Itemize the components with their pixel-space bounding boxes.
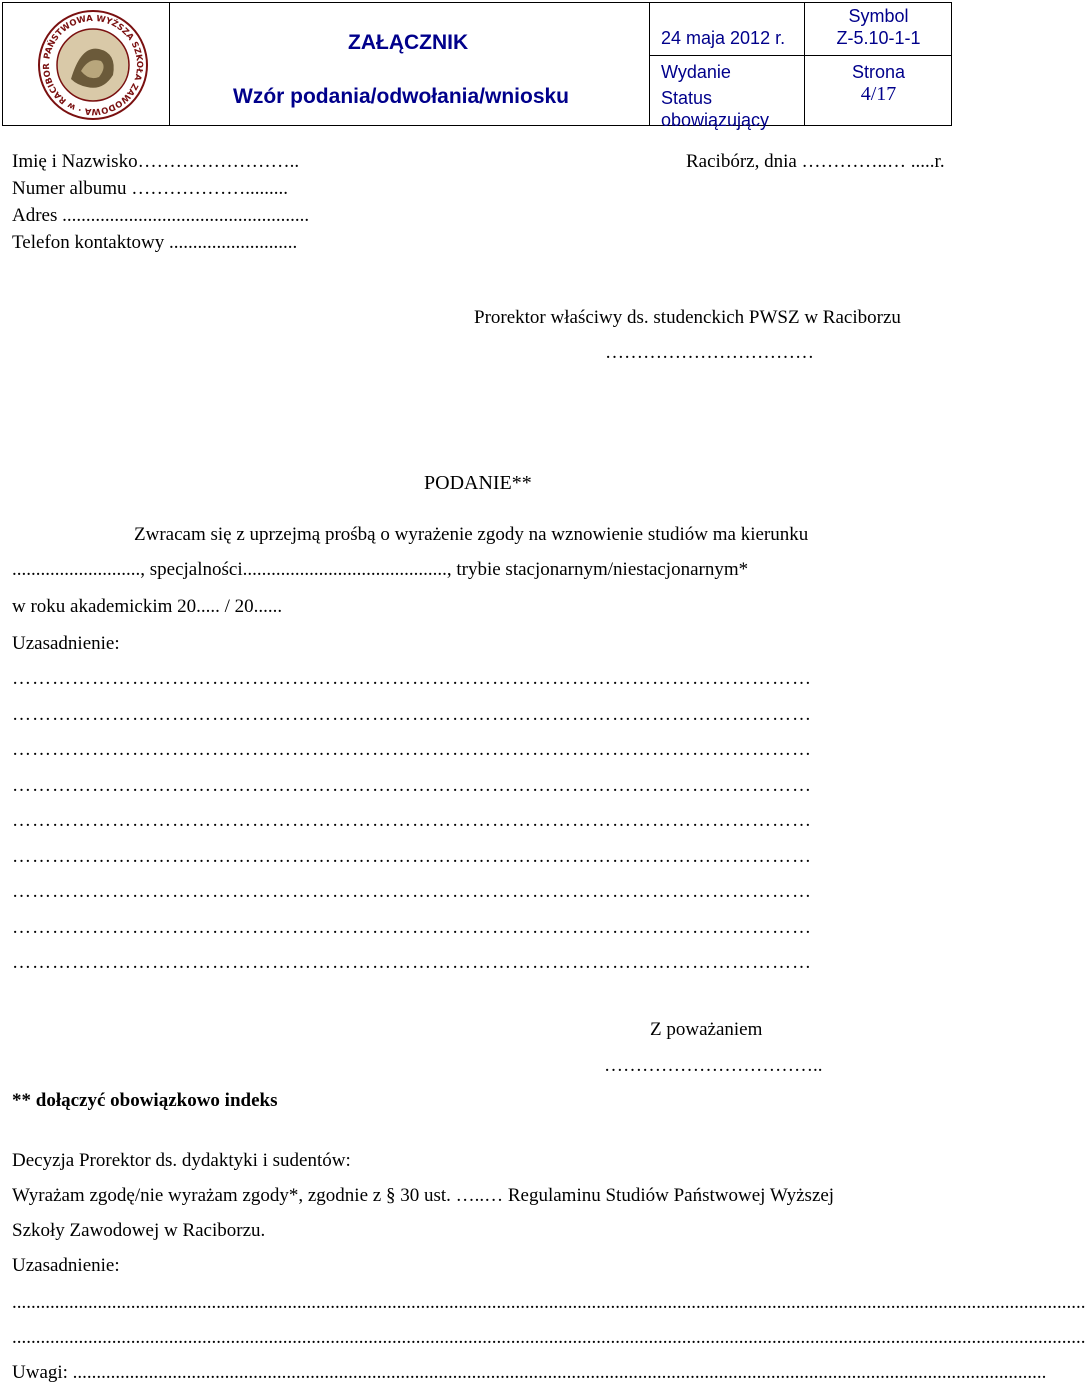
- decision-justification-line: ..................................................................................................................................................................................................................................: [12, 1292, 1086, 1313]
- academic-year: w roku akademickim 20..... / 20......: [12, 596, 283, 617]
- justification-line: …………………………………………………………………………………………………………: [12, 952, 812, 973]
- form-title: PODANIE**: [424, 472, 532, 494]
- header-divider: [169, 3, 170, 125]
- justification-line: …………………………………………………………………………………………………………: [12, 881, 812, 902]
- justification-line: …………………………………………………………………………………………………………: [12, 917, 812, 938]
- header-status-value: obowiązujący: [661, 110, 770, 130]
- header-page-label: Strona: [851, 62, 906, 82]
- header-symbol-label: Symbol: [848, 6, 909, 26]
- header-page-value: 4/17: [860, 83, 897, 105]
- header-status-label: Status: [661, 88, 713, 108]
- justification-line: …………………………………………………………………………………………………………: [12, 668, 812, 689]
- university-seal-logo: [37, 9, 149, 121]
- closing-regards: Z poważaniem: [650, 1019, 763, 1040]
- footnote: ** dołączyć obowiązkowo indeks: [12, 1090, 278, 1111]
- decision-statement: Wyrażam zgodę/nie wyrażam zgody*, zgodnie z § 30 ust. …..… Regulaminu Studiów Państwowej Wyższej: [12, 1185, 835, 1206]
- decision-justification-line: ..................................................................................................................................................................................................................................: [12, 1327, 1086, 1348]
- applicant-address-field: Adres ....................................................: [12, 205, 310, 226]
- svg-text:PAŃSTWOWA WYŻSZA SZKOŁA ZAWODO: PAŃSTWOWA WYŻSZA SZKOŁA ZAWODOWA · w RACIBOR: [41, 13, 145, 117]
- justification-line: …………………………………………………………………………………………………………: [12, 704, 812, 725]
- justification-line: …………………………………………………………………………………………………………: [12, 739, 812, 760]
- justification-label: Uzasadnienie:: [12, 633, 120, 654]
- header-symbol-value: Z-5.10-1-1: [836, 28, 921, 48]
- place-date-field: Racibórz, dnia …………..… .....r.: [686, 151, 945, 172]
- justification-line: …………………………………………………………………………………………………………: [12, 846, 812, 867]
- header-edition-label: Wydanie: [661, 62, 731, 82]
- justification-line: …………………………………………………………………………………………………………: [12, 810, 812, 831]
- header-subtitle: Wzór podania/odwołania/wniosku: [233, 85, 570, 108]
- applicant-name-field: Imię i Nazwisko……………………..: [12, 151, 300, 172]
- recipient-name-field: ……………………………: [605, 342, 814, 363]
- header-title: ZAŁĄCZNIK: [348, 31, 469, 54]
- applicant-phone-field: Telefon kontaktowy ...........................: [12, 232, 298, 253]
- decision-header: Decyzja Prorektor ds. dydaktyki i sudentów:: [12, 1150, 351, 1171]
- request-paragraph: Zwracam się z uprzejmą prośbą o wyrażenie zgody na wznowienie studiów ma kierunku: [134, 524, 809, 545]
- request-details: ..........................., specjalności..........................................., trybie stacjonarnym/niestacjonarnym*: [12, 559, 749, 580]
- signature-line: ……………………………..: [604, 1055, 823, 1076]
- decision-statement-cont: Szkoły Zawodowej w Raciborzu.: [12, 1220, 266, 1241]
- justification-line: …………………………………………………………………………………………………………: [12, 775, 812, 796]
- applicant-album-field: Numer albumu ……………….........: [12, 178, 289, 199]
- header-divider: [649, 3, 650, 125]
- document-header: [2, 2, 952, 130]
- recipient-title: Prorektor właściwy ds. studenckich PWSZ w Raciborzu: [474, 307, 901, 328]
- header-date: 24 maja 2012 r.: [661, 28, 786, 48]
- remarks-field: Uwagi: .............................................................................................................................................................................................................: [12, 1362, 1047, 1383]
- decision-justification-label: Uzasadnienie:: [12, 1255, 120, 1276]
- header-divider: [649, 55, 951, 56]
